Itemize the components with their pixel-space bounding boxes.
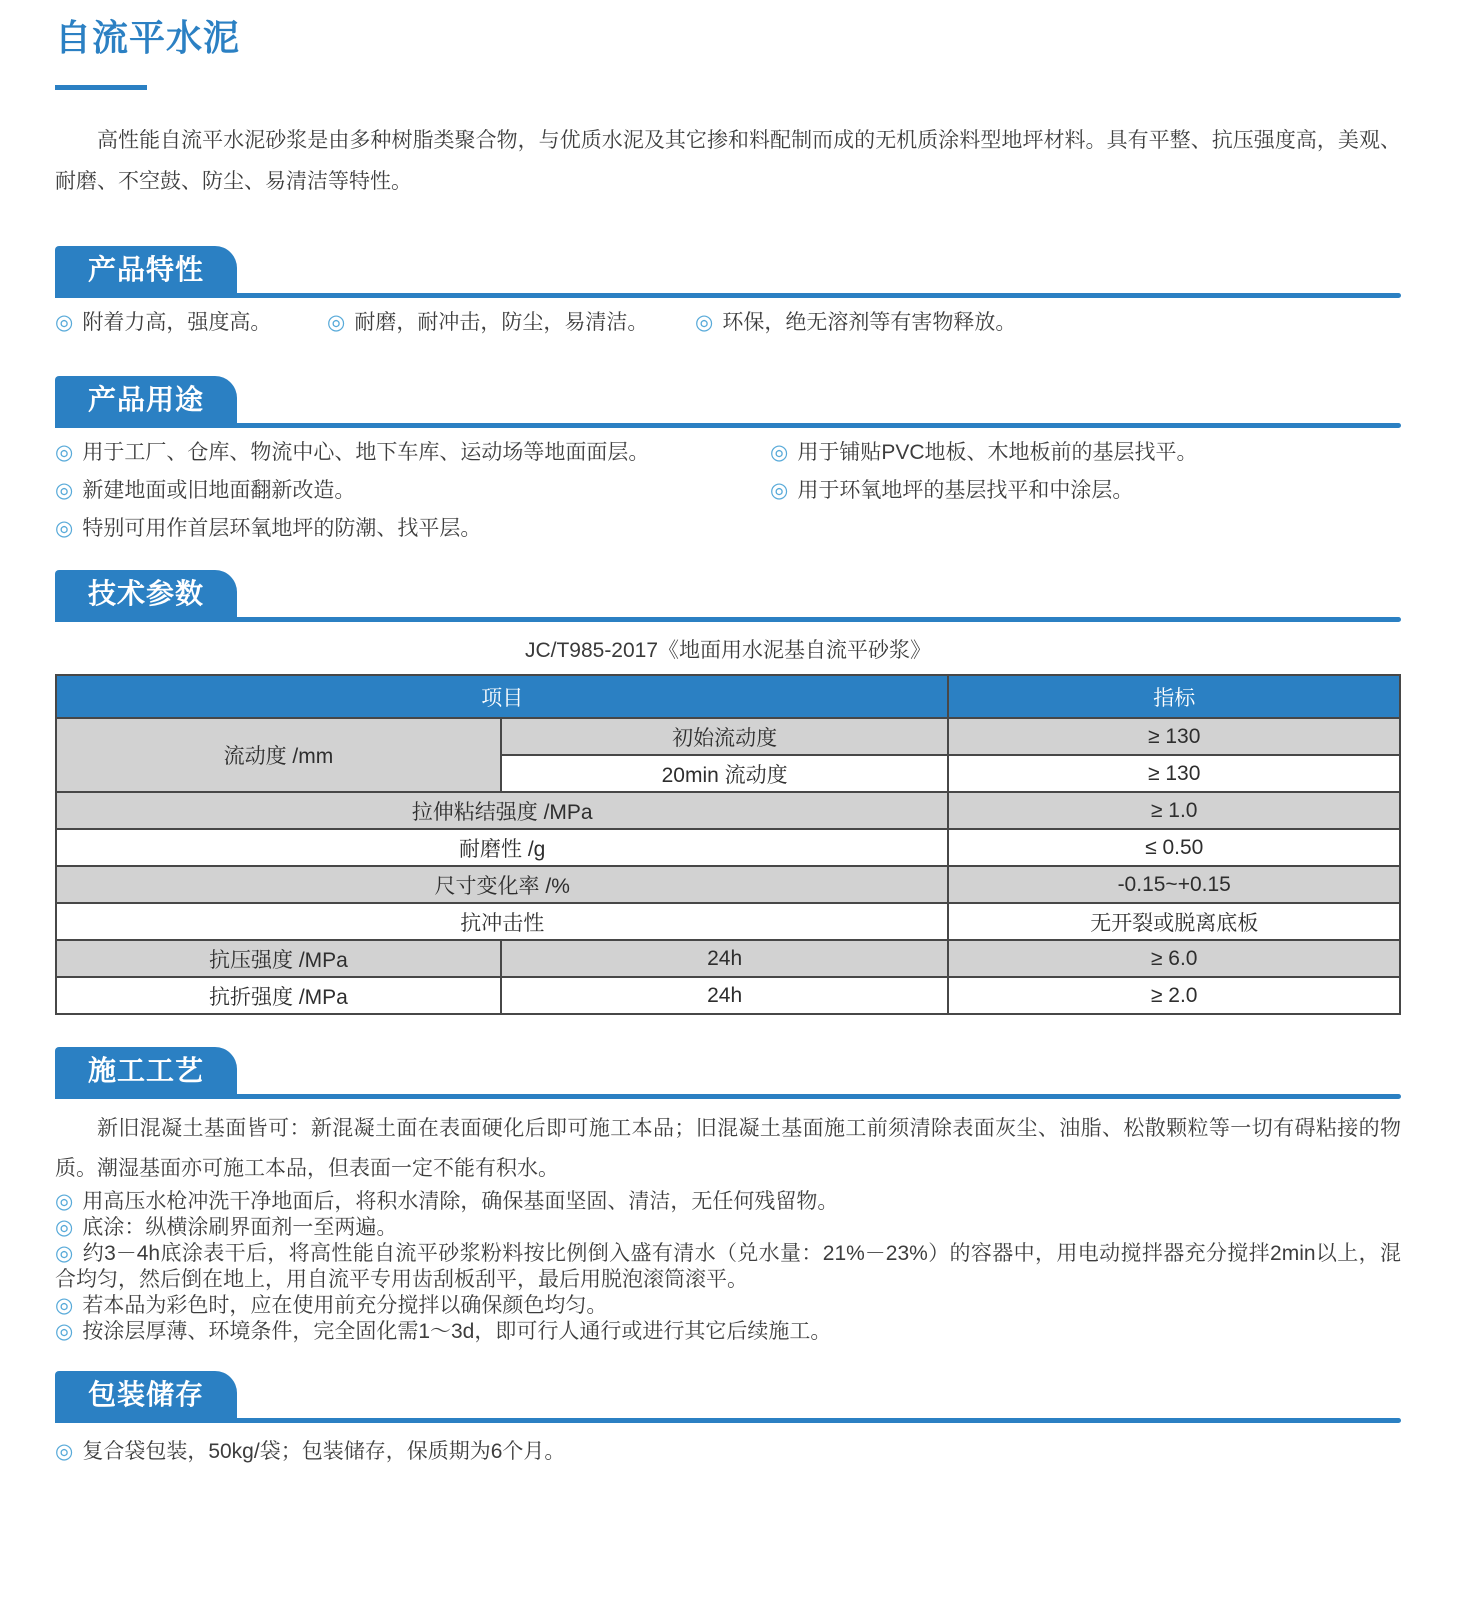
- table-row: [56, 792, 1400, 829]
- list-item: [55, 1189, 1401, 1215]
- list-item: [55, 1293, 1401, 1319]
- table-cell: 尺寸变化率 /%: [56, 866, 948, 903]
- table-cell: ≥ 6.0: [948, 940, 1400, 977]
- table-cell: 抗折强度 /MPa: [56, 977, 501, 1014]
- list-item-text: 用于铺贴PVC地板、木地板前的基层找平。: [797, 441, 1198, 464]
- features-list: [55, 310, 1401, 336]
- list-item-text: 按涂层厚薄、环境条件，完全固化需1～3d，即可行人通行或进行其它后续施工。: [82, 1320, 832, 1343]
- list-item: [55, 1319, 1401, 1345]
- section-tab-process: 施工工艺: [55, 1047, 237, 1094]
- table-row: [56, 718, 1400, 755]
- table-row: [56, 866, 1400, 903]
- section-tab-uses: 产品用途: [55, 376, 237, 423]
- table-cell: -0.15~+0.15: [948, 866, 1400, 903]
- ring-bullet-icon: ◎: [55, 1294, 74, 1317]
- process-list: [55, 1189, 1401, 1345]
- section-header-packaging: [55, 1371, 1401, 1423]
- ring-bullet-icon: ◎: [327, 311, 346, 334]
- list-item: [55, 1215, 1401, 1241]
- table-cell: 流动度 /mm: [56, 718, 501, 792]
- uses-list-left-column: [55, 440, 770, 542]
- ring-bullet-icon: ◎: [55, 441, 74, 464]
- section-header-process: [55, 1047, 1401, 1099]
- list-item-text: 新建地面或旧地面翻新改造。: [82, 479, 356, 502]
- specs-standard-caption: JC/T985-2017《地面用水泥基自流平砂浆》: [524, 639, 932, 662]
- ring-bullet-icon: ◎: [55, 1440, 74, 1463]
- ring-bullet-icon: ◎: [55, 311, 74, 334]
- list-item: [55, 310, 327, 336]
- table-header-row: [56, 675, 1400, 718]
- table-row: [56, 829, 1400, 866]
- list-item: [55, 516, 770, 542]
- list-item: [327, 310, 695, 336]
- ring-bullet-icon: ◎: [55, 517, 74, 540]
- section-rule: [55, 1418, 1401, 1423]
- ring-bullet-icon: ◎: [55, 1216, 74, 1239]
- title-underline: [55, 85, 147, 90]
- table-header-cell-index: 指标: [948, 675, 1400, 718]
- table-cell: ≥ 130: [948, 755, 1400, 792]
- table-cell: 初始流动度: [501, 718, 949, 755]
- table-header-cell-item: 项目: [56, 675, 948, 718]
- list-item: [695, 310, 1016, 336]
- list-item: [55, 478, 770, 504]
- section-rule: [55, 1094, 1401, 1099]
- list-item-text: 环保，绝无溶剂等有害物释放。: [722, 311, 1017, 334]
- uses-list: [55, 440, 1401, 542]
- section-tab-packaging: 包装储存: [55, 1371, 237, 1418]
- section-rule: [55, 293, 1401, 298]
- section-rule: [55, 423, 1401, 428]
- process-intro-paragraph: 新旧混凝土基面皆可：新混凝土面在表面硬化后即可施工本品；旧混凝土基面施工前须清除表面灰尘、油脂、松散颗粒等一切有碍粘接的物质。潮湿基面亦可施工本品，但表面一定不能有积水。: [55, 1117, 1401, 1180]
- list-item: [55, 1439, 1401, 1465]
- list-item-text: 用于环氧地坪的基层找平和中涂层。: [797, 479, 1134, 502]
- table-row: [56, 903, 1400, 940]
- list-item: [55, 1241, 1401, 1293]
- section-header-features: [55, 246, 1401, 298]
- list-item: [55, 440, 770, 466]
- list-item: [770, 478, 1401, 504]
- list-item-text: 耐磨，耐冲击，防尘，易清洁。: [354, 311, 649, 334]
- table-cell: ≤ 0.50: [948, 829, 1400, 866]
- process-content: [55, 1109, 1401, 1345]
- datasheet-page: [0, 10, 1459, 1610]
- table-cell: 耐磨性 /g: [56, 829, 948, 866]
- section-tab-specs: 技术参数: [55, 570, 237, 617]
- specs-table: [55, 674, 1401, 1015]
- list-item-text: 附着力高，强度高。: [82, 311, 272, 334]
- list-item-text: 用高压水枪冲洗干净地面后，将积水清除，确保基面坚固、清洁，无任何残留物。: [82, 1190, 839, 1213]
- list-item-text: 底涂：纵横涂刷界面剂一至两遍。: [82, 1216, 398, 1239]
- list-item-text: 约3－4h底涂表干后，将高性能自流平砂浆粉料按比例倒入盛有清水（兑水量：21%－23%）的容器中，用电动搅拌器充分搅拌2min以上，混合均匀，然后倒在地上，用自流平专用齿刮板刮平，最后用脱泡滚筒滚平。: [55, 1242, 1401, 1291]
- list-item: [770, 440, 1401, 466]
- ring-bullet-icon: ◎: [55, 479, 74, 502]
- section-rule: [55, 617, 1401, 622]
- table-cell: ≥ 2.0: [948, 977, 1400, 1014]
- ring-bullet-icon: ◎: [695, 311, 714, 334]
- table-cell: 24h: [501, 940, 949, 977]
- table-cell: 20min 流动度: [501, 755, 949, 792]
- list-item-text: 复合袋包装，50kg/袋；包装储存，保质期为6个月。: [82, 1440, 566, 1463]
- list-item-text: 用于工厂、仓库、物流中心、地下车库、运动场等地面面层。: [82, 441, 650, 464]
- table-cell: 抗压强度 /MPa: [56, 940, 501, 977]
- section-header-uses: [55, 376, 1401, 428]
- list-item-text: 若本品为彩色时，应在使用前充分搅拌以确保颜色均匀。: [82, 1294, 608, 1317]
- page-title: 自流平水泥: [55, 17, 241, 58]
- ring-bullet-icon: ◎: [55, 1242, 74, 1265]
- ring-bullet-icon: ◎: [770, 441, 789, 464]
- table-row: [56, 977, 1400, 1014]
- table-cell: 无开裂或脱离底板: [948, 903, 1400, 940]
- ring-bullet-icon: ◎: [770, 479, 789, 502]
- specs-table-body: [56, 718, 1400, 1014]
- list-item-text: 特别可用作首层环氧地坪的防潮、找平层。: [82, 517, 482, 540]
- section-header-specs: [55, 570, 1401, 622]
- table-cell: 24h: [501, 977, 949, 1014]
- specs-table-head: [56, 675, 1400, 718]
- packaging-list: [55, 1439, 1401, 1465]
- ring-bullet-icon: ◎: [55, 1190, 74, 1213]
- table-cell: ≥ 1.0: [948, 792, 1400, 829]
- ring-bullet-icon: ◎: [55, 1320, 74, 1343]
- uses-list-right-column: [770, 440, 1401, 542]
- table-cell: ≥ 130: [948, 718, 1400, 755]
- intro-paragraph: 高性能自流平水泥砂浆是由多种树脂类聚合物，与优质水泥及其它掺和料配制而成的无机质涂料型地坪材料。具有平整、抗压强度高，美观、耐磨、不空鼓、防尘、易清洁等特性。: [55, 129, 1401, 193]
- table-cell: 抗冲击性: [56, 903, 948, 940]
- section-tab-features: 产品特性: [55, 246, 237, 293]
- table-row: [56, 940, 1400, 977]
- table-cell: 拉伸粘结强度 /MPa: [56, 792, 948, 829]
